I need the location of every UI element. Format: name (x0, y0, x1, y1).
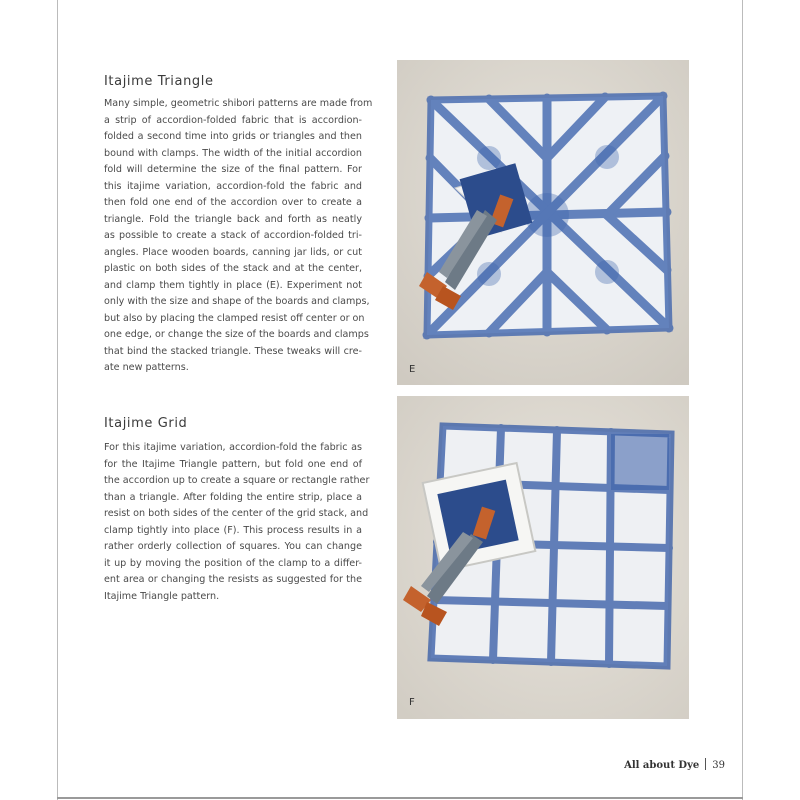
body-text-line: Many simple, geometric shibori patterns are made from (104, 98, 373, 109)
section-title-itajime-triangle: Itajime Triangle (104, 74, 214, 89)
body-text-line: rather orderly collection of squares. You can change (104, 541, 362, 552)
section-title-itajime-grid: Itajime Grid (104, 416, 188, 431)
body-text-line: resist on both sides of the center of the grid stack, and (104, 508, 369, 519)
body-text-line: the accordion up to create a square or rectangle rather (104, 475, 370, 486)
section-body-itajime-grid (104, 440, 370, 605)
photo-f-label: F (409, 697, 415, 708)
body-text-line: clamp tightly into place (F). This process results in a (104, 524, 362, 536)
body-text-line: fold will determine the size of the final pattern. For (104, 164, 362, 175)
photo-e-label: E (409, 364, 416, 375)
body-text-line: a strip of accordion-folded fabric that is accordion- (104, 114, 362, 126)
body-text-line: but also by placing the clamped resist off center or on (104, 312, 365, 324)
body-text-line: as possible to create a stack of accordion-folded tri- (104, 230, 362, 241)
body-text-line: ent area or changing the resists as suggested for the (104, 574, 362, 585)
photo-f-illustration (397, 396, 689, 719)
footer-separator (705, 758, 706, 770)
body-text-line: triangle. Fold the triangle back and forth as neatly (104, 213, 362, 225)
body-text-line: only with the size and shape of the boards and clamps, (104, 296, 370, 307)
body-text-line: for the Itajime Triangle pattern, but fold one end of (104, 458, 362, 470)
body-text-line: For this itajime variation, accordion-fold the fabric as (104, 442, 362, 453)
body-text-line: that bind the stacked triangle. These tweaks will cre- (104, 345, 362, 357)
body-text-line: than a triangle. After folding the entire strip, place a (104, 491, 362, 503)
body-text-line: then fold one end of the accordion over to create a (104, 197, 362, 208)
photo-e-itajime-triangle (397, 60, 689, 385)
footer-section-name: All about Dye (624, 760, 700, 771)
body-text-line: this itajime variation, accordion-fold the fabric and (104, 180, 362, 192)
page-bottom-edge (57, 797, 743, 799)
photo-e-illustration (397, 60, 689, 385)
body-text-line: and clamp them tightly in place (E). Experiment not (104, 279, 362, 291)
body-text-line: ate new patterns. (104, 362, 189, 373)
section-body-itajime-triangle (104, 96, 373, 377)
body-text-line: folded a second time into grids or triangles and then (104, 131, 362, 142)
body-text-line: plastic on both sides of the stack and at the center, (104, 263, 362, 274)
body-text-line: Itajime Triangle pattern. (104, 590, 220, 602)
photo-f-itajime-grid (397, 396, 689, 719)
page-number: 39 (712, 760, 725, 771)
body-text-line: bound with clamps. The width of the initial accordion (104, 147, 362, 159)
page-footer (624, 758, 725, 771)
body-text-line: angles. Place wooden boards, canning jar lids, or cut (104, 246, 362, 258)
body-text-line: it up by moving the position of the clamp to a differ- (104, 557, 362, 569)
body-text-line: one edge, or change the size of the boards and clamps (104, 329, 369, 340)
